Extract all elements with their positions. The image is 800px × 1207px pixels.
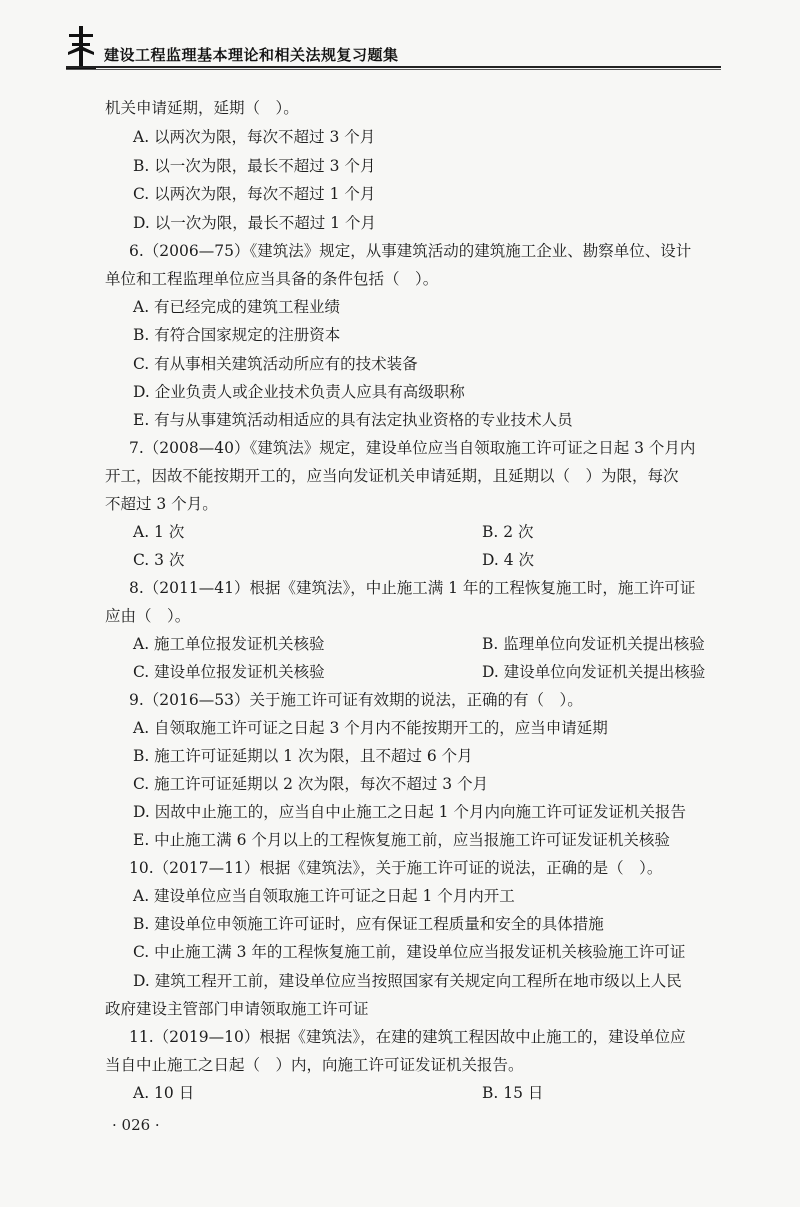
book-title: 建设工程监理基本理论和相关法规复习题集 <box>104 46 399 64</box>
text-line: 机关申请延期，延期（ ）。 <box>105 99 299 117</box>
answer-option: B. 2 次 <box>482 523 534 541</box>
answer-option: D. 因故中止施工的，应当自中止施工之日起 1 个月内向施工许可证发证机关报告 <box>133 803 686 821</box>
answer-option: B. 15 日 <box>482 1084 544 1102</box>
answer-option: C. 以两次为限，每次不超过 1 个月 <box>133 185 376 203</box>
question-line: 11.（2019—10）根据《建筑法》，在建的建筑工程因故中止施工的，建设单位应 <box>129 1028 686 1046</box>
answer-option: D. 以一次为限，最长不超过 1 个月 <box>133 214 376 232</box>
answer-option: B. 有符合国家规定的注册资本 <box>133 326 341 344</box>
answer-option: B. 施工许可证延期以 1 次为限，且不超过 6 个月 <box>133 747 473 765</box>
answer-option: D. 建设单位向发证机关提出核验 <box>482 663 706 681</box>
answer-option: C. 建设单位报发证机关核验 <box>133 663 325 681</box>
answer-option: E. 有与从事建筑活动相适应的具有法定执业资格的专业技术人员 <box>133 411 573 429</box>
question-line: 8.（2011—41）根据《建筑法》，中止施工满 1 年的工程恢复施工时，施工许可证 <box>129 579 696 597</box>
question-line: 不超过 3 个月。 <box>105 495 218 513</box>
answer-option: E. 中止施工满 6 个月以上的工程恢复施工前，应当报施工许可证发证机关核验 <box>133 831 670 849</box>
answer-option: C. 有从事相关建筑活动所应有的技术装备 <box>133 355 418 373</box>
answer-option: A. 10 日 <box>133 1084 195 1102</box>
answer-option: A. 以两次为限，每次不超过 3 个月 <box>133 128 376 146</box>
answer-option: A. 建设单位应当自领取施工许可证之日起 1 个月内开工 <box>133 887 515 905</box>
answer-option: B. 监理单位向发证机关提出核验 <box>482 635 705 653</box>
answer-option: C. 施工许可证延期以 2 次为限，每次不超过 3 个月 <box>133 775 489 793</box>
answer-option: A. 自领取施工许可证之日起 3 个月内不能按期开工的，应当申请延期 <box>133 719 608 737</box>
answer-option: D. 建筑工程开工前，建设单位应当按照国家有关规定向工程所在地市级以上人民 <box>133 972 682 990</box>
answer-option: A. 施工单位报发证机关核验 <box>133 635 325 653</box>
question-line: 单位和工程监理单位应当具备的条件包括（ ）。 <box>105 270 439 288</box>
answer-option: B. 建设单位申领施工许可证时，应有保证工程质量和安全的具体措施 <box>133 915 604 933</box>
question-line: 当自中止施工之日起（ ）内，向施工许可证发证机关报告。 <box>105 1056 524 1074</box>
question-line: 10.（2017—11）根据《建筑法》，关于施工许可证的说法，正确的是（ ）。 <box>129 859 663 877</box>
answer-option: D. 企业负责人或企业技术负责人应具有高级职称 <box>133 383 465 401</box>
answer-option: D. 4 次 <box>482 551 535 569</box>
question-line: 6.（2006—75）《建筑法》规定，从事建筑活动的建筑施工企业、勘察单位、设计 <box>129 242 692 260</box>
answer-option: A. 1 次 <box>133 523 185 541</box>
question-line: 7.（2008—40）《建筑法》规定，建设单位应当自领取施工许可证之日起 3 个月内 <box>129 439 696 457</box>
answer-option: C. 3 次 <box>133 551 185 569</box>
answer-option: 政府建设主管部门申请领取施工许可证 <box>105 1000 369 1018</box>
question-line: 9.（2016—53）关于施工许可证有效期的说法，正确的有（ ）。 <box>129 691 583 709</box>
answer-option: A. 有已经完成的建筑工程业绩 <box>133 298 341 316</box>
question-line: 开工，因故不能按期开工的，应当向发证机关申请延期，且延期以（ ）为限，每次 <box>105 467 679 485</box>
answer-option: C. 中止施工满 3 年的工程恢复施工前，建设单位应当报发证机关核验施工许可证 <box>133 943 686 961</box>
question-line: 应由（ ）。 <box>105 607 191 625</box>
answer-option: B. 以一次为限，最长不超过 3 个月 <box>133 157 376 175</box>
page-number: · 026 · <box>112 1116 160 1134</box>
